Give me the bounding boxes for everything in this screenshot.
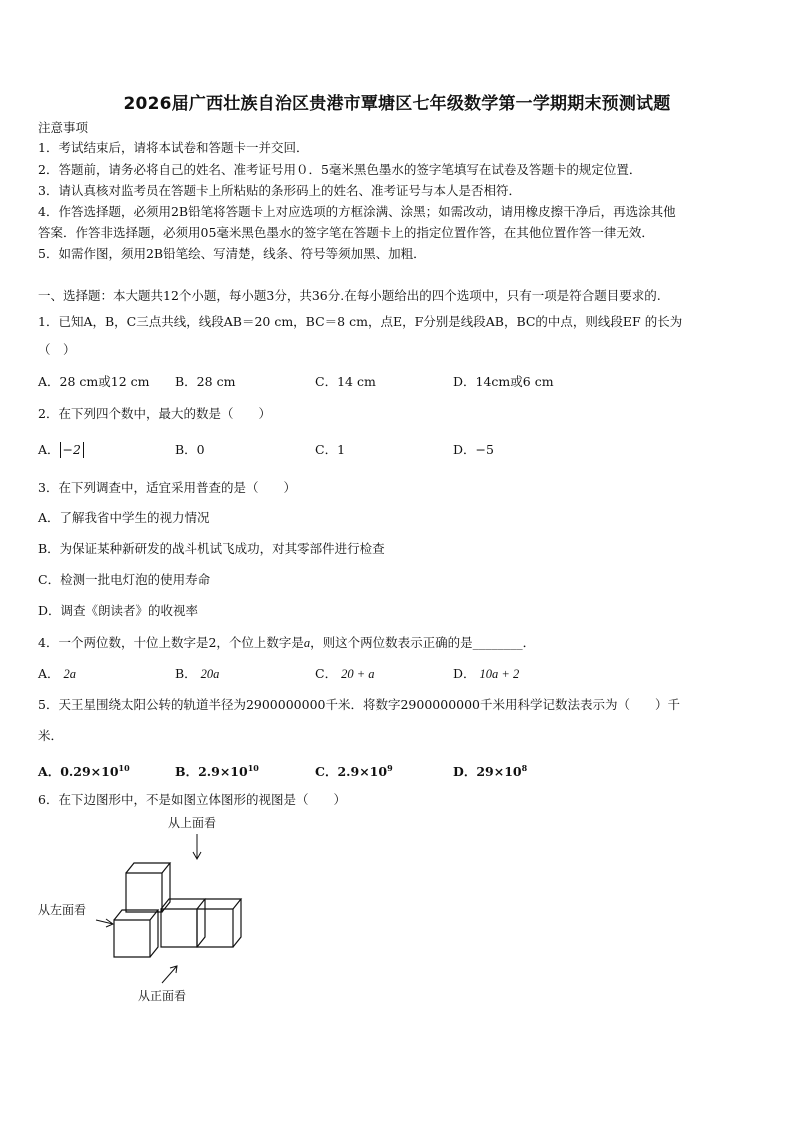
arrow-from-left: [96, 919, 113, 927]
q5-option-a: [38, 760, 130, 780]
q4-stem-part1: 4．一个两位数，十位上数字是2，个位上数字是: [38, 635, 304, 650]
label-from-top: 从上面看: [168, 816, 217, 830]
q3-option-b: B．为保证某种新研发的战斗机试飞成功，对其零部件进行检查: [38, 541, 385, 556]
q5-option-b-base: 2.9×10: [198, 764, 248, 780]
q2-option-a-label: A．: [38, 442, 60, 457]
q2-option-b: B．0: [175, 442, 205, 457]
q2-option-a-abs-value: −2: [60, 442, 84, 458]
section-heading: 一、选择题：本大题共12个小题，每小题3分，共36分.在每小题给出的四个选项中，只有一项是符合题目要求的.: [38, 288, 661, 303]
question-1-stem: 1．已知A，B，C三点共线，线段AB＝20 cm，BC＝8 cm，点E，F分别是线段AB，BC的中点，则线段EF 的长为: [38, 314, 683, 329]
q4-option-a-label: A．: [38, 666, 60, 681]
q4-option-c-value: 20 + a: [341, 667, 375, 681]
q3-option-d: D．调查《朗读者》的收视率: [38, 603, 199, 618]
q3-option-c: C．检测一批电灯泡的使用寿命: [38, 572, 211, 587]
q5-option-b-exponent: 10: [247, 763, 259, 773]
cube-right: [197, 899, 241, 947]
notice-item-3: 3．请认真核对监考员在答题卡上所粘贴的条形码上的姓名、准考证号与本人是否相符．: [38, 183, 521, 198]
notice-item-4: 4．作答选择题，必须用2B铅笔将答题卡上对应选项的方框涂满、涂黑；如需改动，请用橡皮擦干净后，再选涂其他: [38, 204, 676, 219]
question-4-stem: [38, 635, 535, 651]
q1-option-a: A．28 cm或12 cm: [38, 374, 150, 389]
q5-option-a-exponent: 10: [118, 763, 130, 773]
q4-option-a: [38, 666, 76, 682]
q5-option-d-base: 29×10: [476, 764, 522, 780]
cube-figure: [30, 810, 270, 1010]
notice-item-2: 2．答题前，请务必将自己的姓名、准考证号用０．5毫米黑色墨水的签字笔填写在试卷及答题卡的规定位置．: [38, 162, 642, 177]
arrow-from-top: [193, 834, 201, 859]
q2-option-c: C．1: [315, 442, 346, 457]
q4-option-d: [453, 666, 519, 682]
cube-top: [126, 863, 170, 912]
question-2-stem: 2．在下列四个数中，最大的数是（ ）: [38, 406, 271, 421]
question-5-stem: 5．天王星围绕太阳公转的轨道半径为2900000000千米．将数字2900000000千米用科学记数法表示为（ ）千: [38, 697, 681, 712]
label-from-front: 从正面看: [138, 989, 187, 1003]
q1-option-d: D．14cm或6 cm: [453, 374, 554, 389]
question-1-stem-cont: （ ）: [38, 342, 76, 357]
notice-heading: 注意事项: [38, 120, 89, 135]
q4-stem-variable: a: [303, 636, 311, 650]
question-5-stem-cont: 米．: [38, 728, 64, 743]
q5-option-b-label: B．: [175, 764, 199, 780]
cube-middle: [161, 899, 205, 947]
notice-item-1: 1．考试结束后，请将本试卷和答题卡一并交回．: [38, 140, 309, 155]
q5-option-a-label: A．: [38, 764, 61, 780]
q4-option-b: [175, 666, 219, 682]
notice-item-5: 5．如需作图，须用2B铅笔绘、写清楚，线条、符号等须加黑、加粗．: [38, 246, 426, 261]
question-3-stem: 3．在下列调查中，适宜采用普查的是（ ）: [38, 480, 296, 495]
q4-option-b-value: 20a: [200, 667, 220, 681]
q1-option-b: B．28 cm: [175, 374, 236, 389]
page-title: 2026届广西壮族自治区贵港市覃塘区七年级数学第一学期期末预测试题: [123, 94, 671, 114]
q4-option-a-value: 2a: [63, 667, 77, 681]
q4-option-c: [315, 666, 375, 682]
q5-option-b: [175, 760, 259, 780]
q4-stem-part2: ，则这个两位数表示正确的是________．: [310, 635, 536, 650]
q4-option-d-label: D．: [453, 666, 476, 681]
question-6-stem: 6．在下边图形中，不是如图立体图形的视图是（ ）: [38, 792, 346, 807]
q5-option-d: [453, 760, 527, 780]
q4-option-c-label: C．: [315, 666, 338, 681]
q5-option-a-base: 0.29×10: [60, 764, 119, 780]
cube-bottom-left: [114, 910, 158, 957]
q5-option-c-base: 2.9×10: [337, 764, 388, 780]
q5-option-c: [315, 760, 393, 780]
q4-option-d-value: 10a + 2: [479, 667, 520, 681]
arrow-from-front: [162, 966, 177, 983]
q5-option-d-exponent: 8: [521, 763, 528, 773]
q5-option-c-exponent: 9: [387, 763, 393, 773]
label-from-left: 从左面看: [38, 903, 87, 917]
notice-item-4-cont: 答案．作答非选择题，必须用05毫米黑色墨水的签字笔在答题卡上的指定位置作答，在其他位置作答一律无效．: [38, 225, 654, 240]
q5-option-c-label: C．: [315, 764, 338, 780]
q2-option-a: [38, 442, 84, 458]
q4-option-b-label: B．: [175, 666, 197, 681]
q2-option-d: D．−5: [453, 442, 494, 457]
q5-option-d-label: D．: [453, 764, 477, 780]
q1-option-c: C．14 cm: [315, 374, 376, 389]
q3-option-a: A．了解我省中学生的视力情况: [38, 510, 210, 525]
